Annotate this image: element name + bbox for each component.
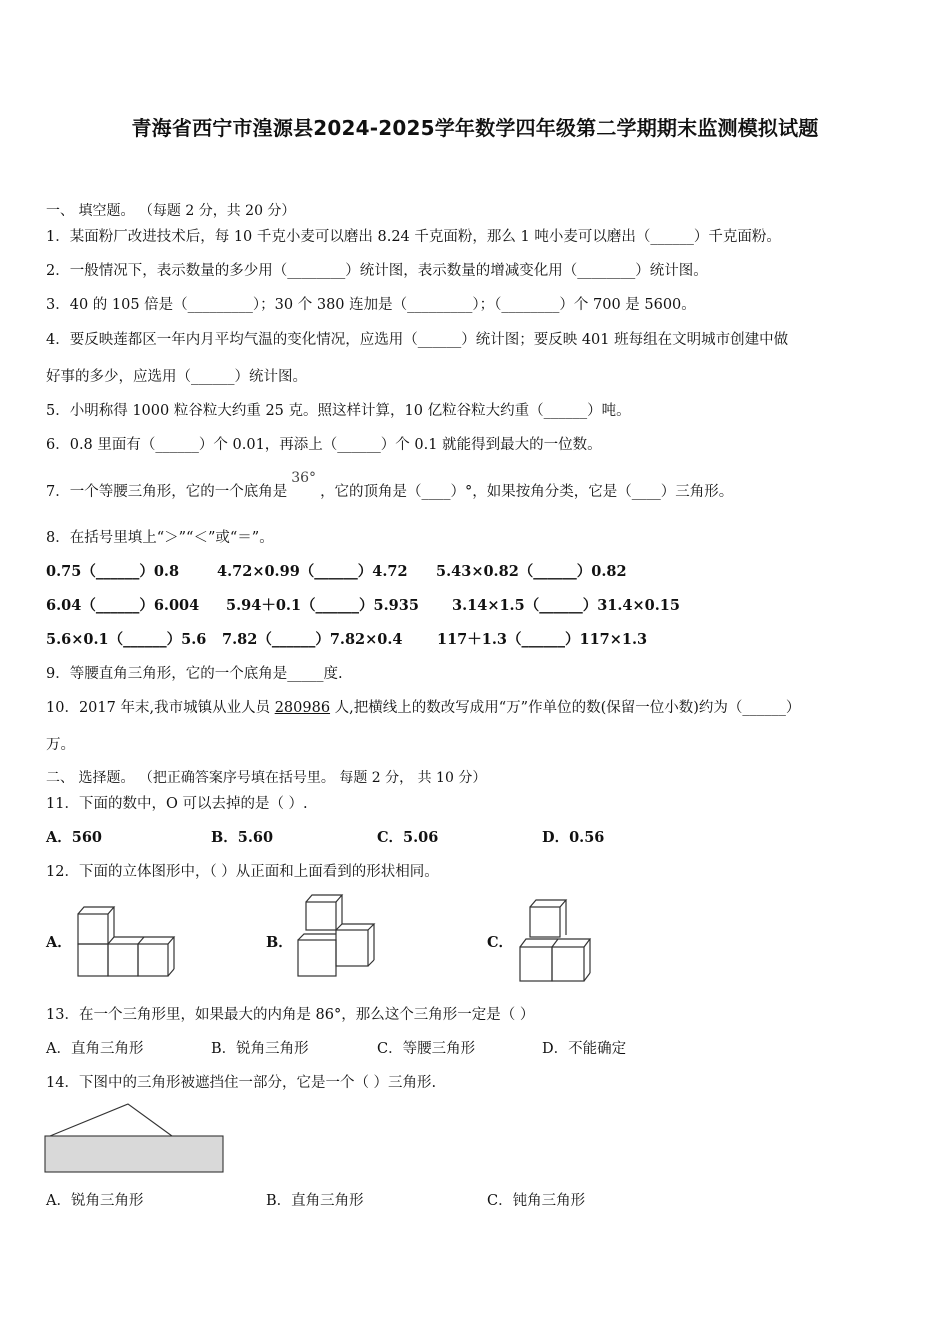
q11-option-b: B．5.60: [211, 829, 274, 846]
page-title: 青海省西宁市湟源县2024-2025学年数学四年级第二学期期末监测模拟试题: [131, 116, 819, 140]
question-3: 3．40 的 105 倍是（_________）；30 个 380 连加是（_________）；（________）个 700 是 5600。: [46, 297, 696, 313]
q8-row3-item-3: 117＋1.3（______）117×1.3: [437, 631, 648, 648]
question-6: 6．0.8 里面有（______）个 0.01，再添上（______）个 0.1 就能得到最大的一位数。: [46, 437, 602, 453]
question-5: 5．小明称得 1000 粒谷粒大约重 25 克。照这样计算，10 亿粒谷粒大约重（______）吨。: [46, 403, 631, 419]
q13-option-a: A．直角三角形: [46, 1041, 144, 1057]
question-1: 1．某面粉厂改进技术后，每 10 千克小麦可以磨出 8.24 千克面粉，那么 1 吨小麦可以磨出（______）千克面粉。: [46, 229, 781, 245]
question-13: 13．在一个三角形里，如果最大的内角是 86°，那么这个三角形一定是（ ）: [46, 1007, 535, 1023]
q14-hidden-triangle-figure: [44, 1102, 228, 1174]
question-10-text-a: 10．2017 年末,我市城镇从业人员: [46, 700, 275, 716]
question-2: 2．一般情况下，表示数量的多少用（________）统计图，表示数量的增减变化用（________）统计图。: [46, 263, 708, 279]
q12-option-a: A．: [46, 934, 72, 951]
question-11: 11．下面的数中，O 可以去掉的是（ ）.: [46, 796, 308, 812]
question-9: 9．等腰直角三角形，它的一个底角是_____度.: [46, 666, 343, 682]
question-7-text-a: 7．一个等腰三角形，它的一个底角是: [46, 484, 288, 500]
question-7-text-b: ，它的顶角是（____）°，如果按角分类，它是（____）三角形。: [320, 484, 734, 500]
q13-option-c: C．等腰三角形: [377, 1041, 476, 1057]
question-7-angle: 36°: [291, 470, 317, 486]
q14-option-b: B．直角三角形: [266, 1193, 364, 1209]
question-8: 8．在括号里填上“＞”“＜”或“＝”。: [46, 530, 274, 546]
q12-option-c: C．: [487, 934, 514, 951]
q8-row1-item-3: 5.43×0.82（______）0.82: [436, 563, 627, 580]
question-10-number: 280986: [274, 700, 331, 716]
question-14: 14．下图中的三角形被遮挡住一部分，它是一个（ ）三角形.: [46, 1075, 437, 1091]
section-1-heading: 一、 填空题。 （每题 2 分，共 20 分）: [46, 203, 296, 219]
question-12: 12．下面的立体图形中，（ ）从正面和上面看到的形状相同。: [46, 864, 439, 880]
q8-row3-item-1: 5.6×0.1（______）5.6: [46, 631, 207, 648]
question-4-line-2: 好事的多少，应选用（______）统计图。: [46, 369, 307, 385]
question-10-line-1: [46, 698, 800, 718]
q11-option-a: A．560: [46, 829, 103, 846]
q8-row1-item-1: 0.75（______）0.8: [46, 563, 180, 580]
q8-row2-item-1: 6.04（______）6.004: [46, 597, 200, 614]
section-2-heading: 二、 选择题。 （把正确答案序号填在括号里。 每题 2 分， 共 10 分）: [46, 770, 487, 786]
q8-row2-item-2: 5.94＋0.1（______）5.935: [226, 597, 419, 614]
question-7: [46, 470, 734, 502]
q11-option-c: C．5.06: [377, 829, 439, 846]
q12-cube-figure-c: [516, 895, 596, 985]
q12-cube-figure-b: [294, 890, 384, 980]
q8-row2-item-3: 3.14×1.5（______）31.4×0.15: [452, 597, 680, 614]
q12-cube-figure-a: [75, 902, 185, 982]
q13-option-b: B．锐角三角形: [211, 1041, 309, 1057]
q8-row3-item-2: 7.82（______）7.82×0.4: [222, 631, 403, 648]
question-10-line-2: 万。: [46, 737, 75, 753]
q8-row1-item-2: 4.72×0.99（______）4.72: [217, 563, 408, 580]
q12-option-b: B．: [266, 934, 293, 951]
q11-option-d: D．0.56: [542, 829, 605, 846]
q14-option-a: A．锐角三角形: [46, 1193, 144, 1209]
question-10-text-b: 人,把横线上的数改写成用“万”作单位的数(保留一位小数)约为（______）: [330, 700, 801, 716]
q14-option-c: C．钝角三角形: [487, 1193, 586, 1209]
question-4-line-1: 4．要反映莲都区一年内月平均气温的变化情况，应选用（______）统计图；要反映 401 班每组在文明城市创建中做: [46, 332, 789, 348]
q13-option-d: D．不能确定: [542, 1041, 627, 1057]
